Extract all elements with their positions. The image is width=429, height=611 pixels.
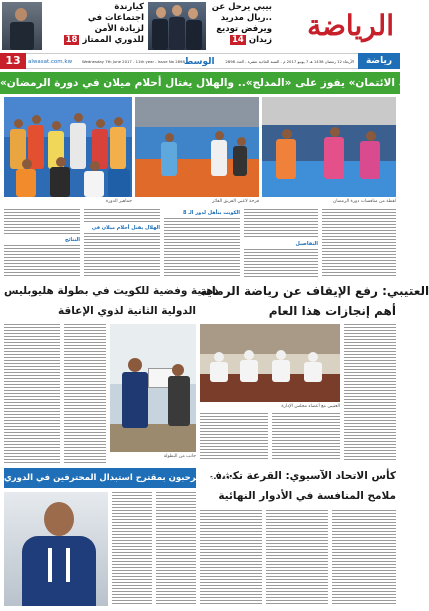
paper-name: الوسط: [184, 57, 215, 67]
article-disabled-col1: [4, 324, 60, 464]
teaser-center[interactable]: [148, 2, 272, 50]
teaser-center-photo: [148, 2, 206, 50]
caption-top-center: فرحة لاعبي الفريق الفائز: [212, 199, 259, 204]
caption-disabled: جانب من البطولة: [163, 454, 196, 459]
article-disabled-col2: [64, 324, 106, 464]
photo-shooting: [200, 324, 340, 402]
teaser-center-line4: زيدان: [248, 35, 272, 45]
teaser-center-line2: ريال مدريد..: [220, 13, 272, 23]
teaser-center-page: 14: [232, 35, 244, 45]
headline-afc[interactable]: [200, 466, 396, 506]
article-shooting-right: [344, 324, 396, 460]
dateline-bar: [0, 53, 400, 69]
headline-disabled-line1: ذهبية وفضية للكويت في بطولة هليوبليس: [4, 285, 219, 297]
article-afc-a: [200, 510, 262, 606]
article-main-col1: [4, 209, 80, 235]
headline-coach[interactable]: مدربون يرحبون بمقترح استبدال المحترفين في الدوري: [4, 468, 196, 488]
headline-shooting-line1: العتيبي: رفع الإيقاف عن رياضة الرماية: [200, 284, 429, 298]
teaser-center-line3: ويرفض توديع: [216, 24, 272, 34]
date-arabic: الأربعاء 12 رمضان 1438 هـ 7 يونيو 2017 م - السنة الحادية عشرة - العدد 2898: [225, 59, 354, 64]
caption-top-right: لقطة من منافسات دورة الرمضان: [332, 199, 396, 204]
article-shooting-b: [272, 413, 340, 460]
headline-shooting-line2: أهم إنجازات هذا العام: [268, 304, 396, 318]
headline-main[interactable]: «بنك الائتمان» يفوز على «المدلج».. والهلال يغتال أحلام ميلان في دورة الرمضان: [0, 72, 400, 94]
teaser-left-page: 18: [65, 35, 78, 45]
article-main-col2: [84, 209, 160, 223]
teaser-center-line1: بيبي يرحل عن: [211, 2, 272, 12]
teaser-left-text: [44, 2, 144, 50]
subhead-col3: التفاصيل: [295, 241, 318, 247]
teaser-left-line1: كيارندة: [114, 2, 144, 12]
subhead-col1: الهلال يقتل أحلام ميلان في: [91, 225, 160, 231]
article-main-col5: [322, 209, 396, 277]
subhead-col2: الكويت يتأهل لدور الـ 8: [182, 210, 240, 216]
article-shooting-a: [200, 413, 268, 460]
teaser-left[interactable]: [2, 2, 144, 50]
headline-disabled[interactable]: [4, 281, 219, 321]
date-english: Wednesday 7th June 2017 - 11th year - Issue No 2898: [82, 59, 185, 64]
photo-top-center: [135, 97, 259, 197]
photo-top-right: [262, 97, 396, 197]
subhead-col4: النتائج: [64, 237, 80, 243]
logo: الرياضة: [307, 9, 394, 42]
article-coach-a: [112, 492, 152, 606]
headline-afc-line2: ملامح المنافسة في الأدوار النهائية: [218, 490, 396, 502]
photo-top-left: [4, 97, 132, 197]
article-main-col4b: [244, 249, 318, 277]
page-number: 13: [0, 53, 26, 69]
article-afc-c: [332, 510, 396, 606]
teaser-left-line3: لزيادة الأمن: [94, 24, 144, 34]
site-url[interactable]: alwasat.com.kw: [28, 59, 73, 65]
article-main-col2b: [84, 233, 160, 277]
article-coach-b: [156, 492, 196, 606]
caption-top-left: جماهير الدورة: [105, 199, 132, 204]
teaser-left-photo: [2, 2, 42, 50]
photo-coach: [4, 492, 108, 606]
article-main-col4: [244, 209, 318, 239]
teaser-left-line2: اجتماعات في: [87, 13, 144, 23]
photo-disabled: [110, 324, 196, 452]
teaser-center-text: [208, 2, 272, 50]
masthead: [0, 0, 400, 52]
section-label: رياضة: [358, 53, 400, 69]
headline-shooting[interactable]: [200, 281, 429, 321]
caption-shooting: العتيبي مع أعضاء مجلس الإدارة: [281, 404, 340, 409]
headline-disabled-line2: الدولية الثانية لذوي الإعاقة: [58, 305, 196, 317]
teaser-left-line4: للدوري الممتاز: [82, 35, 144, 45]
article-main-col3: [164, 218, 240, 277]
article-afc-b: [266, 510, 328, 606]
headline-afc-line1: كأس الاتحاد الآسيوي: القرعة تكشف: [209, 470, 396, 482]
article-main-col1b: [4, 245, 80, 277]
